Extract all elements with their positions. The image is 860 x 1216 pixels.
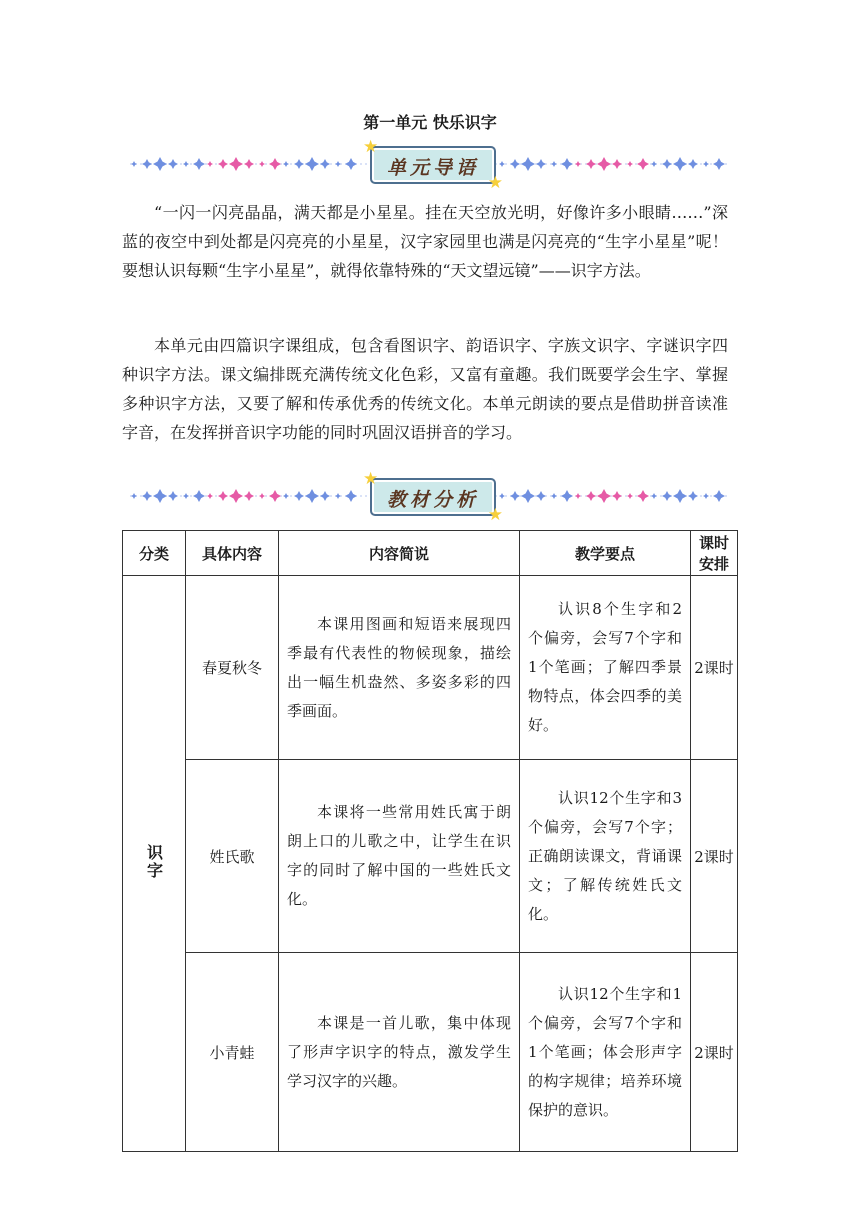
sparkle-icon xyxy=(703,161,709,167)
sparkle-icon xyxy=(193,158,205,170)
section-banner-unit-intro xyxy=(130,137,730,193)
page-title: 第一单元 快乐识字 xyxy=(363,113,497,132)
table-row xyxy=(123,953,738,1152)
sparkle-icon xyxy=(713,490,725,502)
content-item-cell: 姓氏歌 xyxy=(186,760,279,953)
section-heading: 单元导语 xyxy=(386,157,479,179)
sparkle-icon xyxy=(662,491,672,501)
sparkle-icon xyxy=(612,491,622,501)
sparkle-icon xyxy=(269,490,281,502)
sparkle-icon xyxy=(673,489,687,503)
table-row xyxy=(123,576,738,760)
sparkle-icon xyxy=(305,157,319,171)
teaching-points-cell: 认识12个生字和1个偏旁，会写7个字和1个笔画；体会形声字的构字规律；培养环境保护的意识。 xyxy=(520,953,691,1152)
column-header: 教学要点 xyxy=(520,531,691,576)
teaching-points-cell: 认识8个生字和2个偏旁，会写7个字和1个笔画；了解四季景物特点，体会四季的美好。 xyxy=(520,576,691,760)
sparkle-icon xyxy=(612,159,622,169)
content-item-cell: 小青蛙 xyxy=(186,953,279,1152)
sparkle-icon xyxy=(269,158,281,170)
sparkle-icon xyxy=(510,491,520,501)
sparkle-icon xyxy=(283,493,289,499)
sparkle-icon xyxy=(510,159,520,169)
sparkle-icon xyxy=(536,491,546,501)
sparkle-icon xyxy=(244,491,254,501)
sparkle-icon xyxy=(183,161,189,167)
sparkle-icon xyxy=(218,491,228,501)
star-icon: ★ xyxy=(487,173,503,193)
sparkle-icon xyxy=(153,489,167,503)
sparkle-icon xyxy=(283,161,289,167)
star-icon: ★ xyxy=(487,505,503,525)
sparkle-icon xyxy=(229,489,243,503)
sparkle-icon xyxy=(536,159,546,169)
table-row xyxy=(123,760,738,953)
sparkle-icon xyxy=(703,493,709,499)
column-header: 内容简说 xyxy=(279,531,520,576)
sparkle-icon xyxy=(499,161,505,167)
sparkle-icon xyxy=(207,493,213,499)
sparkle-icon xyxy=(627,161,633,167)
sparkle-icon xyxy=(713,158,725,170)
class-hours-cell: 2课时 xyxy=(691,576,738,760)
sparkle-icon xyxy=(207,161,213,167)
sparkle-icon xyxy=(131,493,137,499)
sparkle-icon xyxy=(521,489,535,503)
category-cell xyxy=(123,576,186,1152)
column-header: 分类 xyxy=(123,531,186,576)
sparkle-icon xyxy=(335,161,341,167)
star-icon: ★ xyxy=(363,469,379,489)
sparkle-icon xyxy=(688,491,698,501)
sparkle-icon xyxy=(168,491,178,501)
section-badge xyxy=(363,469,503,525)
sparkle-icon xyxy=(637,158,649,170)
intro-paragraph: 本单元由四篇识字课组成，包含看图识字、韵语识字、字族文识字、字谜识字四种识字方法。课文编排既充满传统文化色彩，又富有童趣。我们既要学会生字、掌握多种识字方法，又要了解和传承优秀的传统文化。本单元朗读的要点是借助拼音读准字音，在发挥拼音识字功能的同时巩固汉语拼音的学习。 xyxy=(122,336,728,442)
sparkle-icon xyxy=(305,489,319,503)
content-summary-cell: 本课用图画和短语来展现四季最有代表性的物候现象，描绘出一幅生机盎然、多姿多彩的四季画面。 xyxy=(279,576,520,760)
sparkle-icon xyxy=(597,489,611,503)
sparkle-icon xyxy=(499,493,505,499)
sparkle-icon xyxy=(651,161,657,167)
sparkle-icon xyxy=(651,493,657,499)
sparkle-icon xyxy=(259,493,265,499)
sparkle-icon xyxy=(688,159,698,169)
content-summary-cell: 本课将一些常用姓氏寓于朗朗上口的儿歌之中，让学生在识字的同时了解中国的一些姓氏文化。 xyxy=(279,760,520,953)
sparkle-icon xyxy=(637,490,649,502)
analysis-table xyxy=(122,530,738,1152)
sparkle-icon xyxy=(320,491,330,501)
class-hours-cell: 2课时 xyxy=(691,760,738,953)
sparkle-icon xyxy=(218,159,228,169)
sparkle-icon xyxy=(597,157,611,171)
sparkle-icon xyxy=(183,493,189,499)
column-header: 具体内容 xyxy=(186,531,279,576)
sparkle-icon xyxy=(294,159,304,169)
sparkle-icon xyxy=(142,491,152,501)
sparkle-icon xyxy=(193,490,205,502)
class-hours-cell: 2课时 xyxy=(691,953,738,1152)
sparkle-icon xyxy=(551,161,557,167)
sparkle-icon xyxy=(521,157,535,171)
category-label: 识字 xyxy=(144,843,164,880)
column-header: 课时安排 xyxy=(691,531,738,576)
sparkle-icon xyxy=(153,157,167,171)
section-heading: 教材分析 xyxy=(386,489,479,511)
sparkle-icon xyxy=(345,158,357,170)
sparkle-icon xyxy=(586,491,596,501)
content-item-cell: 春夏秋冬 xyxy=(186,576,279,760)
sparkle-icon xyxy=(244,159,254,169)
sparkle-icon xyxy=(168,159,178,169)
sparkle-icon xyxy=(131,161,137,167)
sparkle-icon xyxy=(586,159,596,169)
teaching-points-cell: 认识12个生字和3个偏旁，会写7个字；正确朗读课文，背诵课文；了解传统姓氏文化。 xyxy=(520,760,691,953)
sparkle-icon xyxy=(575,161,581,167)
table-header-row xyxy=(123,531,738,576)
sparkle-icon xyxy=(561,490,573,502)
sparkle-icon xyxy=(142,159,152,169)
intro-paragraph: “一闪一闪亮晶晶，满天都是小星星。挂在天空放光明，好像许多小眼睛……”深蓝的夜空中到处都是闪亮亮的小星星，汉字家园里也满是闪亮亮的“生字小星星”呢！要想认识每颗“生字小星星”，就得依靠特殊的“天文望远镜”——识字方法。 xyxy=(122,203,728,280)
sparkle-icon xyxy=(345,490,357,502)
sparkle-icon xyxy=(320,159,330,169)
section-badge xyxy=(363,137,503,193)
sparkle-icon xyxy=(575,493,581,499)
section-banner-material-analysis xyxy=(130,469,730,525)
content-summary-cell: 本课是一首儿歌，集中体现了形声字识字的特点，激发学生学习汉字的兴趣。 xyxy=(279,953,520,1152)
sparkle-icon xyxy=(229,157,243,171)
star-icon: ★ xyxy=(363,137,379,157)
sparkle-icon xyxy=(561,158,573,170)
sparkle-icon xyxy=(673,157,687,171)
sparkle-icon xyxy=(294,491,304,501)
sparkle-icon xyxy=(662,159,672,169)
sparkle-icon xyxy=(551,493,557,499)
sparkle-icon xyxy=(259,161,265,167)
sparkle-icon xyxy=(335,493,341,499)
sparkle-icon xyxy=(627,493,633,499)
